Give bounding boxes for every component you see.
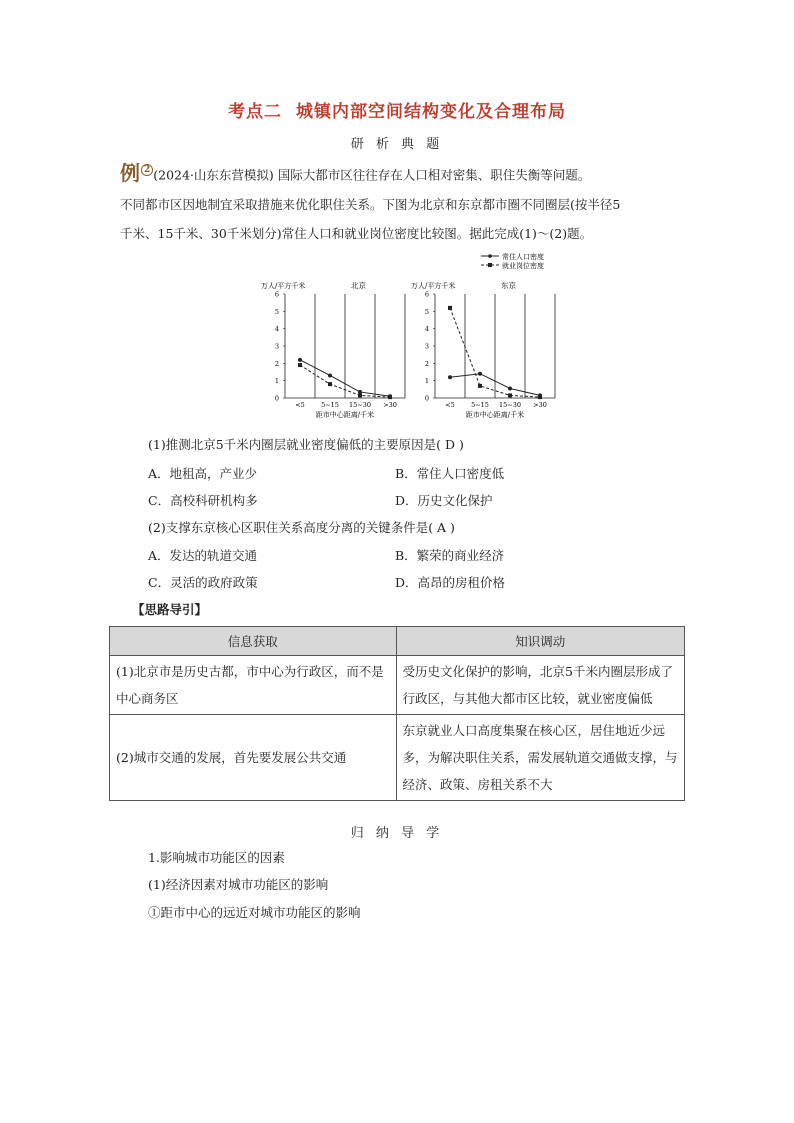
example-number: 2 bbox=[141, 164, 153, 176]
data-point-resident bbox=[448, 375, 452, 379]
legend-marker-job bbox=[488, 263, 492, 267]
legend-marker-resident bbox=[488, 254, 492, 258]
data-point-job bbox=[508, 393, 512, 397]
header-info: 信息获取 bbox=[110, 627, 397, 656]
y-tick-label: 6 bbox=[424, 290, 429, 299]
x-tick-label: 5~15 bbox=[321, 401, 339, 409]
x-tick-label: 15~30 bbox=[499, 401, 521, 409]
guide-label: 【思路导引】 bbox=[132, 602, 208, 617]
y-tick-label: 3 bbox=[274, 342, 279, 351]
note-2: (1)经济因素对城市功能区的影响 bbox=[148, 877, 329, 892]
data-point-job bbox=[328, 382, 332, 386]
data-point-job bbox=[478, 384, 482, 388]
y-tick-label: 0 bbox=[424, 394, 429, 403]
y-tick-label: 5 bbox=[274, 307, 279, 316]
legend-label-job: 就业岗位密度 bbox=[502, 262, 544, 270]
section-heading-summary: 归 纳 导 学 bbox=[350, 826, 444, 841]
x-tick-label: >30 bbox=[533, 401, 547, 409]
data-point-resident bbox=[358, 390, 362, 394]
q2-option-b[interactable]: B．繁荣的商业经济 bbox=[395, 548, 505, 563]
section-heading-study: 研 析 典 题 bbox=[350, 137, 444, 152]
data-point-resident bbox=[328, 373, 332, 377]
y-tick-label: 4 bbox=[274, 325, 279, 334]
table-cell: 东京就业人口高度集聚在核心区，居住地近少远多，为解决职住关系，需发展轨道交通做支撑，与经济、政策、房租关系不大 bbox=[396, 715, 685, 801]
data-point-job bbox=[358, 393, 362, 397]
header-knowledge: 知识调动 bbox=[396, 627, 685, 656]
example-line-1: 例 $^2$ (2024·山东东营模拟) 国际大都市区往往存在人口相对密集、职住失衡等问题。 bbox=[120, 160, 591, 185]
y-axis-label: 万人/平方千米 bbox=[411, 282, 456, 290]
q2-option-c[interactable]: C．灵活的政府政策 bbox=[148, 575, 258, 590]
data-point-job bbox=[448, 306, 452, 310]
guide-table-header bbox=[110, 627, 685, 656]
y-axis-label: 万人/平方千米 bbox=[261, 282, 306, 290]
x-tick-label: 5~15 bbox=[471, 401, 489, 409]
y-tick-label: 0 bbox=[274, 394, 279, 403]
q1-option-b[interactable]: B．常住人口密度低 bbox=[395, 466, 505, 481]
x-axis-label: 距市中心距离/千米 bbox=[465, 411, 525, 419]
y-tick-label: 6 bbox=[274, 290, 279, 299]
example-mark: 例 $^2$ bbox=[120, 161, 153, 185]
y-tick-label: 2 bbox=[424, 359, 429, 368]
data-point-resident bbox=[508, 386, 512, 390]
chart-title: 东京 bbox=[501, 281, 516, 290]
x-tick-label: <5 bbox=[295, 401, 305, 409]
question-2-stem: (2)支撑东京核心区职住关系高度分离的关键条件是( A ) bbox=[148, 520, 455, 535]
legend-label-resident: 常住人口密度 bbox=[502, 253, 544, 261]
q1-option-a[interactable]: A．地租高，产业少 bbox=[148, 466, 258, 481]
q2-option-d[interactable]: D．高昂的房租价格 bbox=[395, 575, 506, 590]
table-row bbox=[110, 656, 685, 715]
x-axis-label: 距市中心距离/千米 bbox=[315, 411, 375, 419]
table-cell: 受历史文化保护的影响，北京5千米内圈层形成了行政区，与其他大都市区比较，就业密度偏低 bbox=[396, 656, 685, 715]
data-point-job bbox=[298, 363, 302, 367]
chart-title: 北京 bbox=[351, 281, 366, 290]
example-line-3: 千米、15千米、30千米划分)常住人口和就业岗位密度比较图。据此完成(1)～(2)题。 bbox=[120, 225, 593, 241]
title-part-2: 城镇内部空间结构变化及合理布局 bbox=[296, 102, 566, 122]
question-1-stem: (1)推测北京5千米内圈层就业密度偏低的主要原因是( D ) bbox=[148, 437, 464, 452]
title-part-1: 考点二 bbox=[228, 102, 282, 122]
x-tick-label: <5 bbox=[445, 401, 455, 409]
y-tick-label: 5 bbox=[424, 307, 429, 316]
table-cell: (2)城市交通的发展，首先要发展公共交通 bbox=[110, 715, 397, 801]
note-1: 1.影响城市功能区的因素 bbox=[148, 850, 285, 865]
y-tick-label: 1 bbox=[424, 377, 429, 386]
y-tick-label: 2 bbox=[274, 359, 279, 368]
data-point-job bbox=[538, 395, 542, 399]
q1-option-d[interactable]: D．历史文化保护 bbox=[395, 493, 493, 508]
x-tick-label: >30 bbox=[383, 401, 397, 409]
page-title bbox=[0, 97, 794, 122]
data-point-resident bbox=[298, 358, 302, 362]
table-row bbox=[110, 715, 685, 801]
data-point-job bbox=[388, 395, 392, 399]
note-3: ①距市中心的远近对城市功能区的影响 bbox=[148, 905, 361, 920]
guide-table bbox=[109, 626, 685, 801]
q2-option-a[interactable]: A．发达的轨道交通 bbox=[148, 548, 258, 563]
y-tick-label: 3 bbox=[424, 342, 429, 351]
q1-option-c[interactable]: C．高校科研机构多 bbox=[148, 493, 258, 508]
example-line-2: 不同都市区因地制宜采取措施来优化职住关系。下图为北京和东京都市圈不同圈层(按半径5 bbox=[120, 196, 621, 212]
y-tick-label: 4 bbox=[424, 325, 429, 334]
table-cell: (1)北京市是历史古都，市中心为行政区，而不是中心商务区 bbox=[110, 656, 397, 715]
example-intro bbox=[120, 156, 690, 248]
x-tick-label: 15~30 bbox=[349, 401, 371, 409]
data-point-resident bbox=[478, 372, 482, 376]
y-tick-label: 1 bbox=[274, 377, 279, 386]
density-chart bbox=[255, 248, 575, 428]
